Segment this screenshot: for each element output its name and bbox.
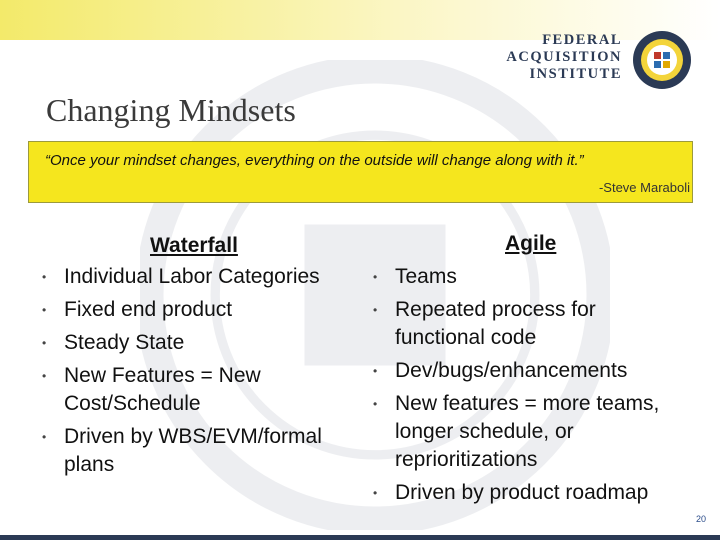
logo-wordmark [500,32,622,83]
list-item: • Steady State [38,329,358,357]
footer-line [0,535,720,540]
seal-icon [632,30,692,90]
quote-text: “Once your mindset changes, everything on the outside will change along with it.” [45,152,584,169]
list-item: • Individual Labor Categories [38,263,358,291]
list-item: • Teams [369,263,684,291]
agile-list [369,263,684,512]
list-item: • Fixed end product [38,296,358,324]
list-item: • Driven by WBS/EVM/formal plans [38,423,358,479]
fai-logo [500,30,710,86]
list-item: • New Features = New Cost/Schedule [38,362,358,418]
quote-box [28,141,693,203]
logo-line-2: ACQUISITION [506,49,622,65]
logo-line-3: INSTITUTE [529,66,622,82]
agile-heading: Agile [505,232,557,255]
logo-line-1: FEDERAL [542,32,622,48]
waterfall-list [38,263,358,484]
waterfall-heading: Waterfall [150,234,238,257]
quote-attribution: -Steve Maraboli [598,180,690,195]
slide-title: Changing Mindsets [46,92,296,128]
list-item: • Dev/bugs/enhancements [369,357,684,385]
list-item: • Driven by product roadmap [369,479,684,507]
list-item: • New features = more teams, longer schedule, or reprioritizations [369,390,684,474]
page-number: 20 [695,514,706,524]
list-item: • Repeated process for functional code [369,296,684,352]
